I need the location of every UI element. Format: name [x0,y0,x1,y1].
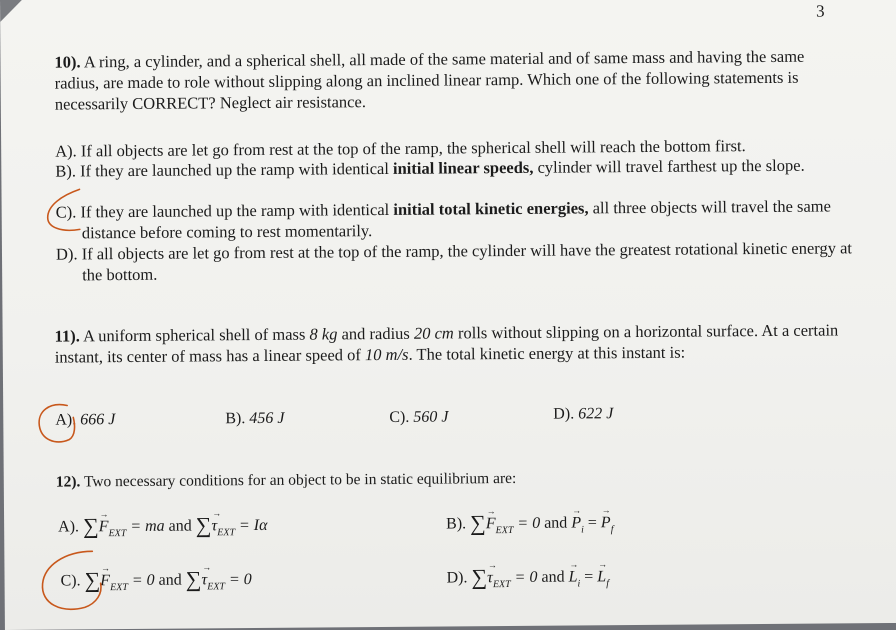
sum-symbol: ∑ [471,564,488,590]
answer-label: B). [225,410,246,428]
conjunction: and [168,517,192,535]
q11-answer-c [389,408,448,426]
sum-symbol: ∑ [82,513,99,539]
question-text: rolls without slipping on a horizontal surface. At a certain instant, its center of mass has a linear speed of [54,320,839,367]
subscript: f [610,524,614,536]
sum-symbol: ∑ [84,567,101,593]
subscript: i [577,578,581,590]
force-symbol: → F [99,518,109,535]
subscript: EXT [207,581,226,593]
option-text: If all objects are let go from rest at the top of the ramp, the cylinder will have the greatest rotational kinetic energy at the bottom. [81,238,853,285]
q10-option-c [56,195,842,243]
q11-answer-b [225,410,284,428]
angular-momentum-symbol: → L [597,568,606,585]
page-corner-fold [0,0,40,40]
torque-symbol: → τ [211,517,217,534]
torque-symbol: → τ [487,569,493,586]
equation-rhs: = 0 [228,571,252,589]
subscript: EXT [110,582,128,594]
conjunction: and [541,568,565,586]
subscript: f [606,578,610,590]
sum-symbol: ∑ [470,510,486,536]
equation-rhs: = 0 [514,568,538,586]
q11-answer-a [55,411,115,429]
subscript: EXT [108,528,127,540]
conjunction: and [158,571,182,589]
q11-answer-d [553,405,613,423]
answer-value: 456 J [249,409,285,428]
question-text: A ring, a cylinder, and a spherical shell, all made of the same material and of same mass and having the same radius, are made to role without slipping along an inclined linear ramp. Which one of the following statements is necessarily CORRECT? Neglect air resistance. [54,46,805,114]
question-number: 12). [55,473,81,491]
option-label: C). [55,202,77,222]
equals-sign: = [587,514,597,532]
momentum-symbol: → P [601,514,611,531]
answer-value: 560 J [413,408,449,426]
force-symbol: → F [100,572,110,589]
equation-rhs: = 0 [131,571,155,589]
question-text: Two necessary conditions for an object to be in static equilibrium are: [83,469,517,491]
equals-sign: = [584,568,594,586]
option-emphasis: initial total kinetic energies, [393,198,589,219]
page-number: 3 [816,1,825,21]
radius-value: 20 cm [413,323,454,343]
q10-option-d [56,237,862,285]
option-label: D). [446,569,468,587]
q12-option-d [446,561,610,591]
question-text: . The total kinetic energy at this instant is: [408,342,686,364]
equation-rhs: = Iα [238,516,268,535]
answer-label: D). [553,405,575,423]
sum-symbol: ∑ [185,566,202,592]
answer-value: 666 J [80,411,116,429]
option-label: A). [55,141,77,161]
mass-value: 8 kg [309,324,338,344]
conjunction: and [544,514,568,532]
sum-symbol: ∑ [195,512,212,538]
question-text: A uniform spherical shell of mass [83,324,306,346]
option-label: C). [60,572,81,590]
option-emphasis: initial linear speeds, [392,157,534,178]
option-text: If they are launched up the ramp with identical [80,199,390,222]
torque-symbol: → τ [201,571,207,588]
option-label: B). [55,161,77,181]
equation-rhs: = 0 [517,514,541,532]
question-11 [55,319,845,367]
speed-value: 10 m/s [364,344,409,365]
question-number: 10). [54,52,81,72]
answer-label: A). [55,411,77,429]
angular-momentum-symbol: → L [568,568,577,585]
option-label: B). [446,515,467,533]
option-text: all three objects will travel the same distance before coming to rest momentarily. [81,196,831,243]
force-symbol: → F [486,515,496,532]
question-10 [54,45,834,114]
option-text: If all objects are let go from rest at the top of the ramp, the spherical shell will reach the bottom first. [80,136,746,161]
subscript: EXT [492,579,511,591]
q12-option-c [60,564,251,592]
option-label: A). [58,518,80,536]
answer-label: C). [389,408,410,426]
subscript: EXT [217,527,236,539]
option-text: cylinder will travel farthest up the slope. [537,155,805,177]
question-12 [56,468,517,493]
q12-option-b [446,507,614,537]
subscript: i [581,524,584,536]
question-text: and radius [341,323,410,344]
option-text: If they are launched up the ramp with identical [80,158,389,181]
momentum-symbol: → P [571,514,581,531]
q12-option-a [58,510,268,538]
subscript: EXT [495,524,514,537]
answer-value: 622 J [578,405,614,423]
question-number: 11). [54,326,80,346]
option-label: D). [55,244,78,264]
equation-rhs: = ma [130,517,165,535]
